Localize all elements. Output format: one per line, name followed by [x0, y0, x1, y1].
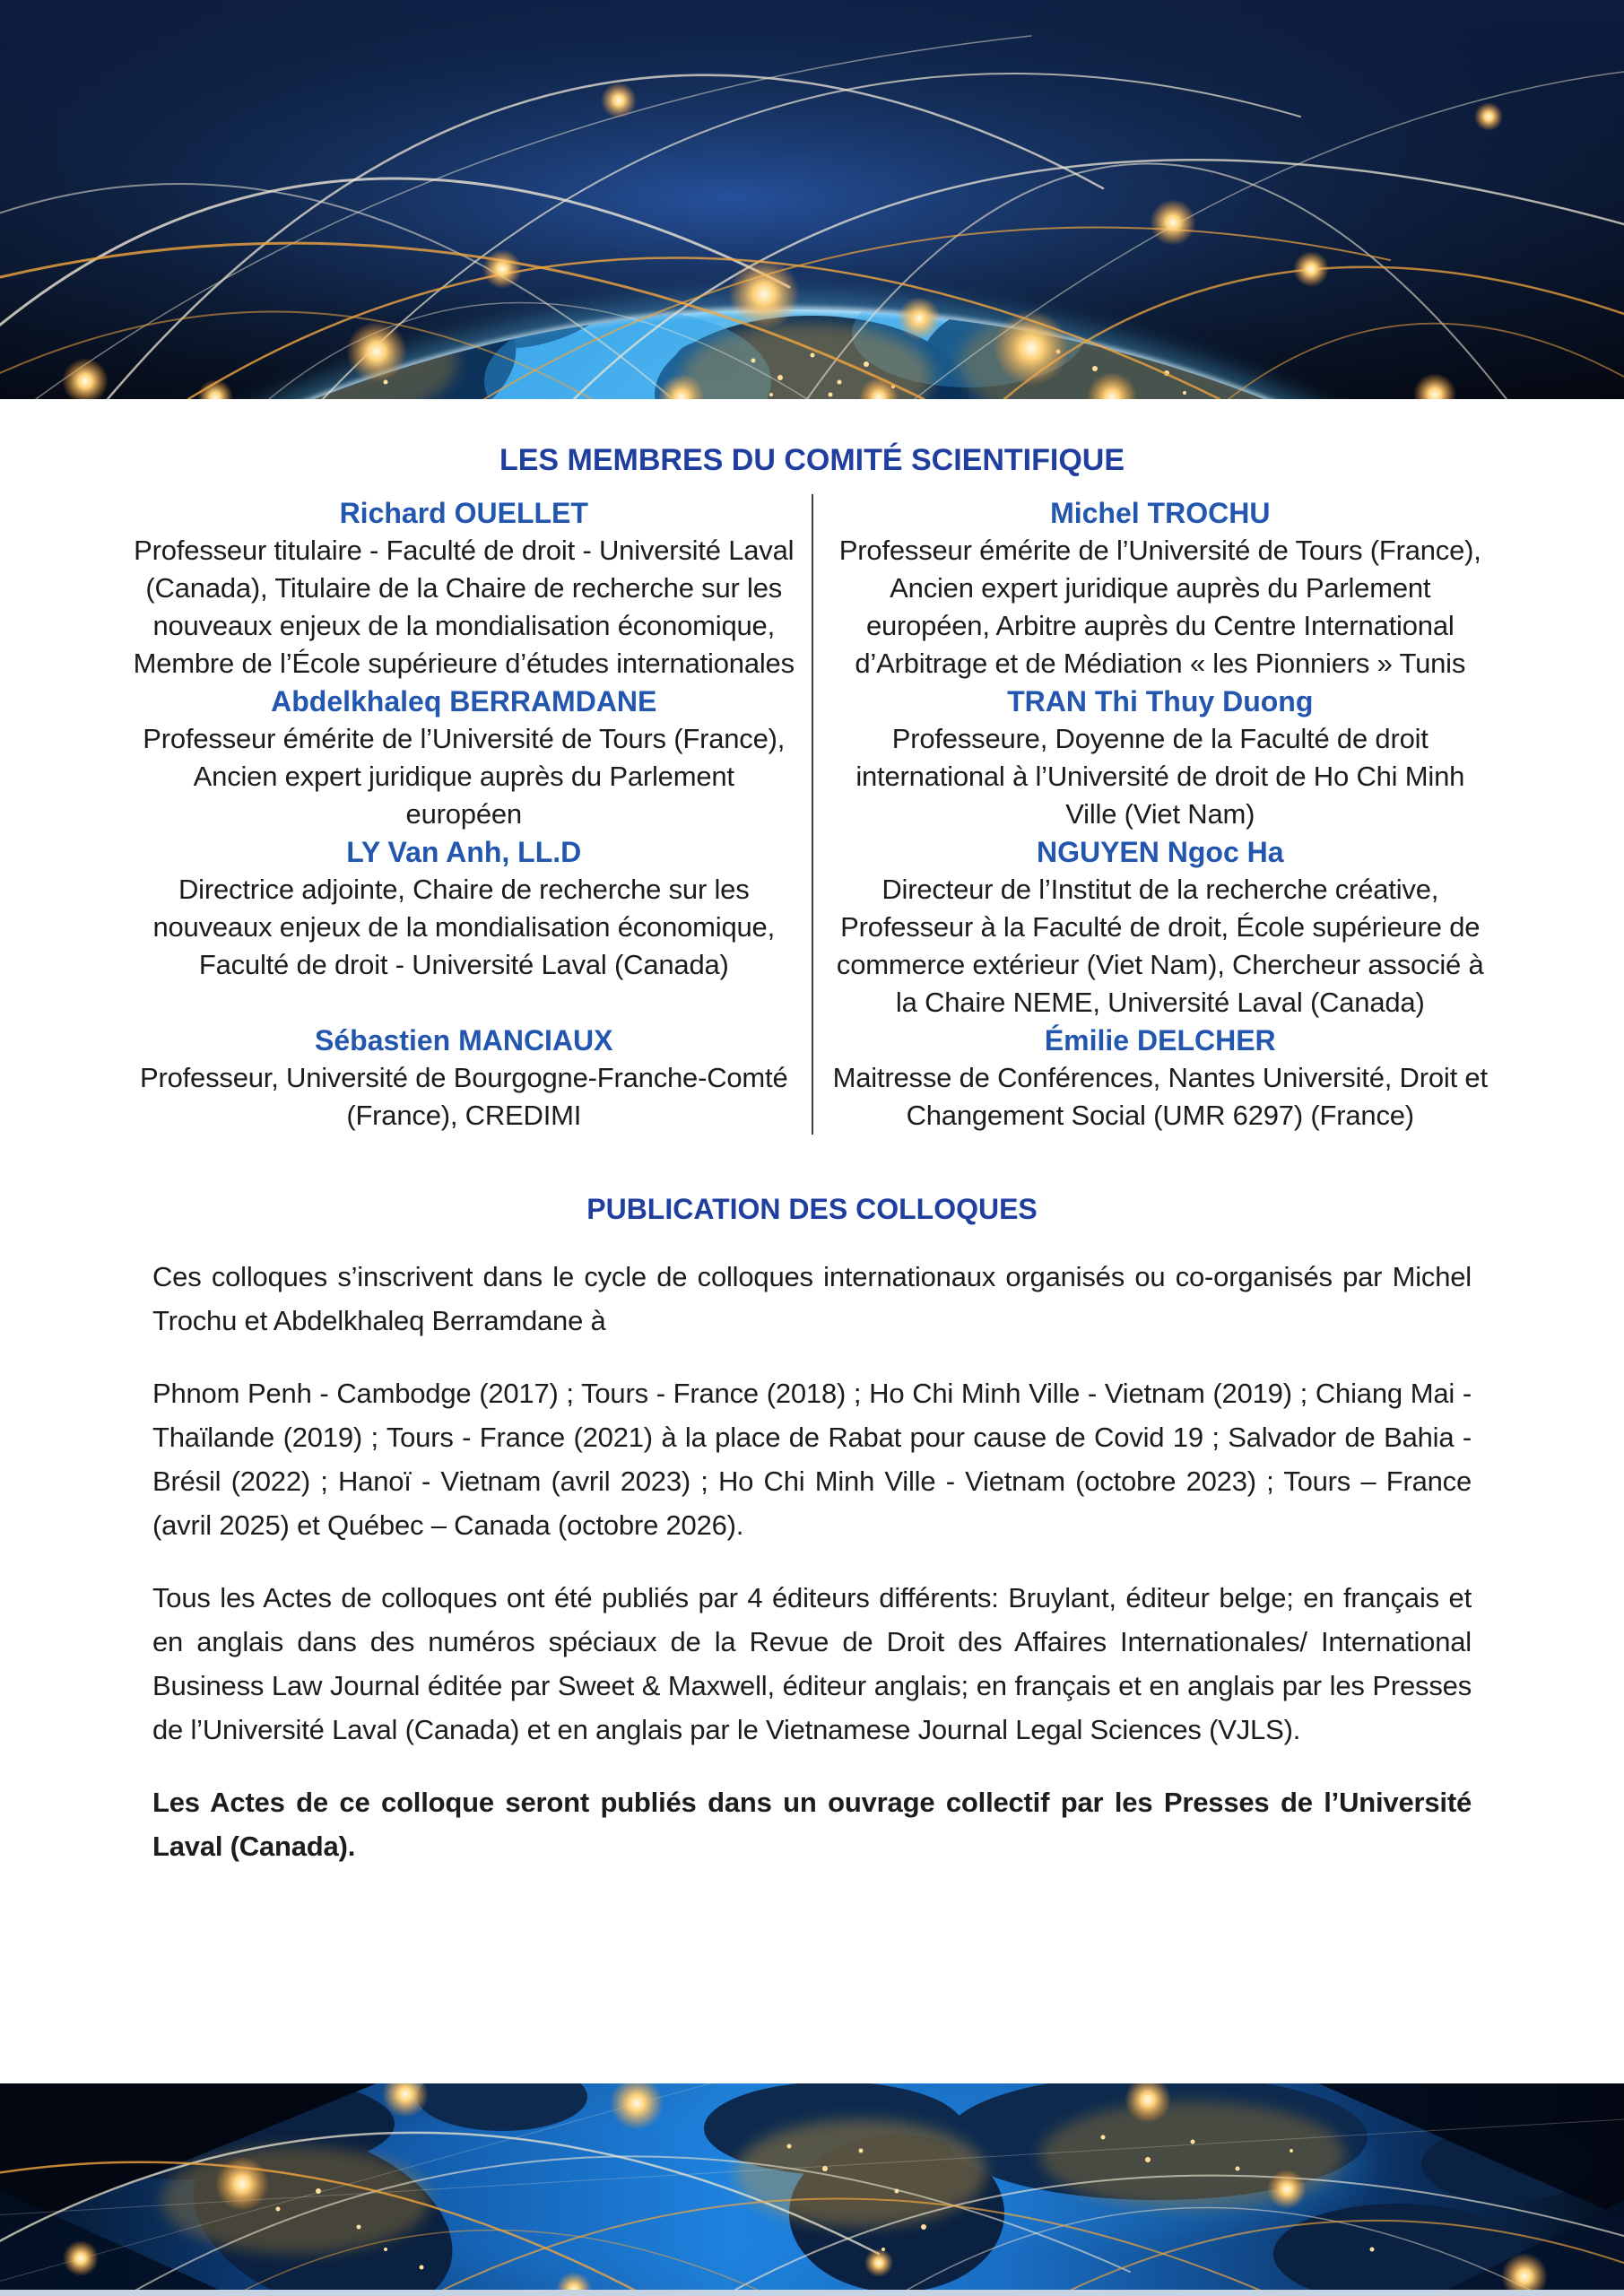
- committee-member: [829, 1022, 1492, 1135]
- member-description: Professeure, Doyenne de la Faculté de droit international à l’Université de droit de Ho Chi Minh Ville (Viet Nam): [855, 723, 1465, 830]
- member-name: Richard OUELLET: [339, 497, 588, 529]
- header-banner-art: [0, 0, 1624, 399]
- publication-highlight: Les Actes de ce colloque seront publiés dans un ouvrage collectif par les Presses de l’Université Laval (Canada).: [152, 1787, 1472, 1862]
- member-name: TRAN Thi Thuy Duong: [1007, 685, 1314, 718]
- committee-member: [133, 1022, 795, 1135]
- member-description: Professeur titulaire - Faculté de droit - Université Laval (Canada), Titulaire de la Chaire de recherche sur les nouveaux enjeux de la mondialisation économique, Membre de l’École supérieure d’études internationales: [133, 535, 795, 679]
- member-name: Sébastien MANCIAUX: [315, 1024, 613, 1057]
- member-description: Maitresse de Conférences, Nantes Université, Droit et Changement Social (UMR 6297) (France): [832, 1062, 1488, 1131]
- committee-column-left: [117, 494, 812, 1135]
- footer-banner-art: [0, 2083, 1624, 2296]
- member-description: Directeur de l’Institut de la recherche créative, Professeur à la Faculté de droit, École supérieure de commerce extérieur (Viet Nam), Chercheur associé à la Chaire NEME, Université Laval (Canada): [836, 874, 1484, 1018]
- member-description: Professeur émérite de l’Université de Tours (France), Ancien expert juridique auprès du Parlement européen, Arbitre auprès du Centre International d’Arbitrage et de Médiation « les Pionniers » Tunis: [838, 535, 1481, 679]
- committee-member: [829, 833, 1492, 1022]
- publication-paragraph: Ces colloques s’inscrivent dans le cycle de colloques internationaux organisés ou co-organisés par Michel Trochu et Abdelkhaleq Berramdane à: [152, 1261, 1472, 1336]
- committee-column-right: [813, 494, 1508, 1135]
- member-name: Michel TROCHU: [1050, 497, 1271, 529]
- member-description: Professeur, Université de Bourgogne-Franche-Comté (France), CREDIMI: [140, 1062, 788, 1131]
- committee-member: [829, 494, 1492, 683]
- committee-member: [133, 494, 795, 683]
- committee-section-title: LES MEMBRES DU COMITÉ SCIENTIFIQUE: [499, 443, 1125, 477]
- member-name: LY Van Anh, LL.D: [346, 836, 582, 868]
- publication-section: [152, 1190, 1472, 1868]
- member-description: Directrice adjointe, Chaire de recherche sur les nouveaux enjeux de la mondialisation économique, Faculté de droit - Université Laval (Canada): [152, 874, 776, 980]
- publication-paragraph: Tous les Actes de colloques ont été publiés par 4 éditeurs différents: Bruylant, éditeur belge; en français et en anglais dans des numéros spéciaux de la Revue de Droit des Affaires Internationales/ International Business Law Journal éditée par Sweet & Maxwell, éditeur anglais; en français et en anglais par les Presses de l’Université Laval (Canada) et en anglais par le Vietnamese Journal Legal Sciences (VJLS).: [152, 1582, 1472, 1745]
- member-name: Abdelkhaleq BERRAMDANE: [271, 685, 657, 718]
- page-bottom-strip: [0, 2290, 1624, 2296]
- publication-section-title: PUBLICATION DES COLLOQUES: [586, 1193, 1038, 1225]
- publication-paragraph: Phnom Penh - Cambodge (2017) ; Tours - France (2018) ; Ho Chi Minh Ville - Vietnam (2019) ; Chiang Mai - Thaïlande (2019) ; Tours - France (2021) à la place de Rabat pour cause de Covid 19 ; Salvador de Bahia - Brésil (2022) ; Hanoï - Vietnam (avril 2023) ; Ho Chi Minh Ville - Vietnam (octobre 2023) ; Tours – France (avril 2025) et Québec – Canada (octobre 2026).: [152, 1378, 1472, 1541]
- committee-member: [829, 683, 1492, 833]
- committee-member: [133, 833, 795, 984]
- committee-member: [133, 683, 795, 833]
- world-map-footer-image: [0, 2083, 1624, 2296]
- earth-network-header-image: [0, 0, 1624, 399]
- member-name: NGUYEN Ngoc Ha: [1036, 836, 1284, 868]
- member-name: Émilie DELCHER: [1044, 1024, 1276, 1057]
- committee-columns: [117, 494, 1507, 1135]
- member-description: Professeur émérite de l’Université de Tours (France), Ancien expert juridique auprès du Parlement européen: [143, 723, 786, 830]
